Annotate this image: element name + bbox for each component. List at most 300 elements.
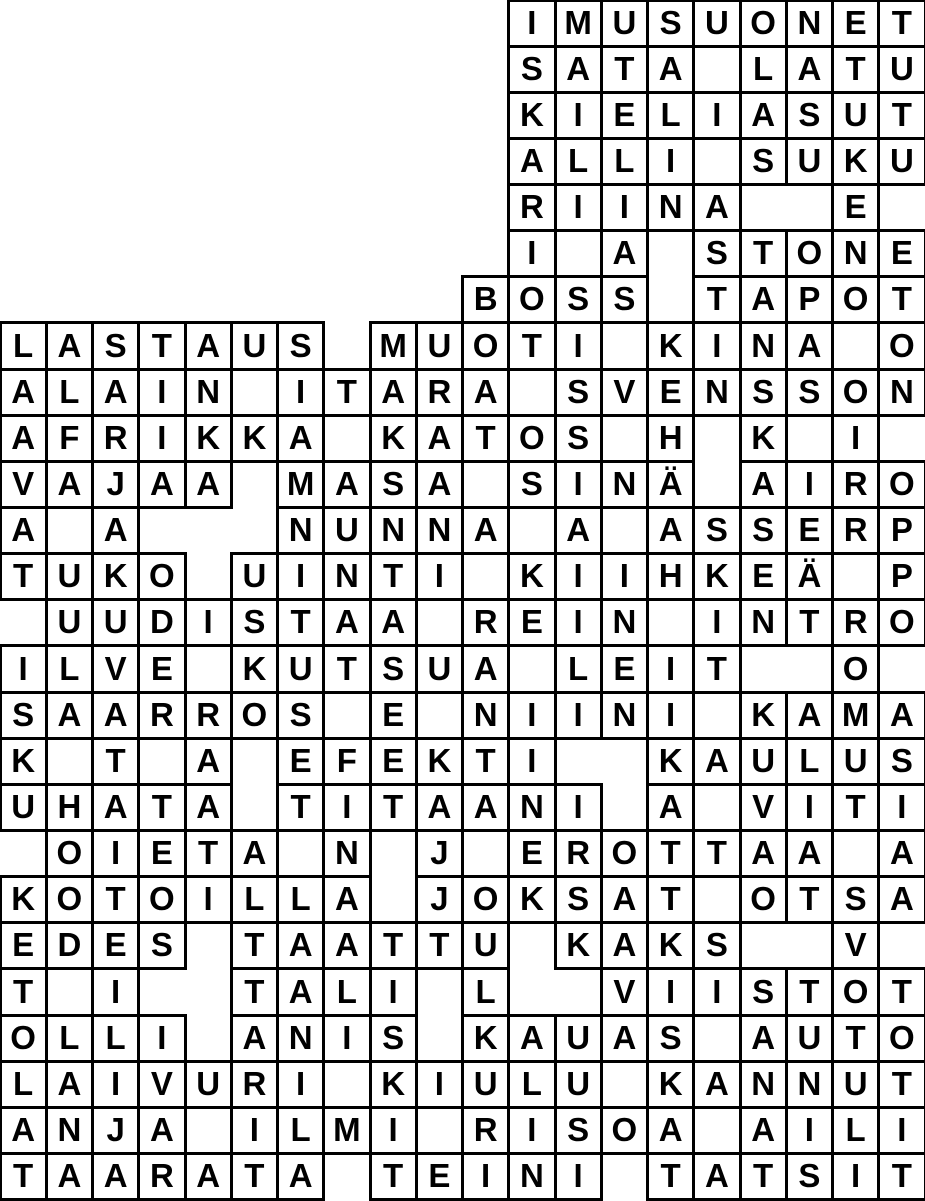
crossword-cell-letter[interactable] xyxy=(646,506,695,555)
crossword-cell-letter[interactable] xyxy=(369,737,418,786)
crossword-cell-letter[interactable] xyxy=(831,1152,880,1201)
crossword-cell-letter[interactable] xyxy=(877,137,925,186)
crossword-cell-letter[interactable] xyxy=(0,460,48,509)
crossword-cell-letter[interactable] xyxy=(91,967,140,1016)
crossword-cell-letter[interactable] xyxy=(322,829,371,878)
crossword-cell-letter[interactable] xyxy=(554,137,603,186)
crossword-cell-letter[interactable] xyxy=(600,691,649,740)
crossword-cell-letter[interactable] xyxy=(554,368,603,417)
crossword-cell-letter[interactable] xyxy=(877,552,925,601)
crossword-cell-letter[interactable] xyxy=(831,0,880,48)
crossword-cell-letter[interactable] xyxy=(646,552,695,601)
crossword-cell-letter[interactable] xyxy=(230,875,279,924)
crossword-cell-letter[interactable] xyxy=(91,875,140,924)
crossword-cell-letter[interactable] xyxy=(276,783,325,832)
crossword-cell-letter[interactable] xyxy=(831,921,880,970)
crossword-cell-letter[interactable] xyxy=(91,1152,140,1201)
crossword-cell-letter[interactable] xyxy=(184,1060,233,1109)
crossword-cell-letter[interactable] xyxy=(600,0,649,48)
crossword-cell-letter[interactable] xyxy=(91,460,140,509)
crossword-cell-letter[interactable] xyxy=(137,552,186,601)
crossword-cell-letter[interactable] xyxy=(692,321,741,370)
crossword-cell-letter[interactable] xyxy=(785,137,834,186)
crossword-cell-letter[interactable] xyxy=(646,1152,695,1201)
crossword-cell-letter[interactable] xyxy=(554,460,603,509)
crossword-cell-letter[interactable] xyxy=(739,1106,788,1155)
crossword-cell-letter[interactable] xyxy=(507,552,556,601)
crossword-cell-letter[interactable] xyxy=(739,91,788,140)
crossword-cell-letter[interactable] xyxy=(831,506,880,555)
crossword-cell-letter[interactable] xyxy=(507,737,556,786)
crossword-cell-letter[interactable] xyxy=(184,737,233,786)
crossword-cell-letter[interactable] xyxy=(45,1106,94,1155)
crossword-cell-letter[interactable] xyxy=(554,1152,603,1201)
crossword-cell-letter[interactable] xyxy=(831,460,880,509)
crossword-cell-letter[interactable] xyxy=(692,1060,741,1109)
crossword-cell-letter[interactable] xyxy=(600,91,649,140)
crossword-cell-letter[interactable] xyxy=(739,552,788,601)
crossword-cell-letter[interactable] xyxy=(415,1060,464,1109)
crossword-cell-letter[interactable] xyxy=(276,506,325,555)
crossword-cell-letter[interactable] xyxy=(230,598,279,647)
crossword-cell-letter[interactable] xyxy=(415,1152,464,1201)
crossword-cell-letter[interactable] xyxy=(91,783,140,832)
crossword-cell-letter[interactable] xyxy=(692,967,741,1016)
crossword-cell-letter[interactable] xyxy=(877,229,925,278)
crossword-cell-letter[interactable] xyxy=(91,691,140,740)
crossword-cell-letter[interactable] xyxy=(184,1152,233,1201)
crossword-cell-letter[interactable] xyxy=(322,1014,371,1063)
crossword-cell-letter[interactable] xyxy=(739,737,788,786)
crossword-cell-letter[interactable] xyxy=(600,598,649,647)
crossword-cell-letter[interactable] xyxy=(369,506,418,555)
crossword-cell-letter[interactable] xyxy=(45,414,94,463)
crossword-cell-letter[interactable] xyxy=(739,460,788,509)
crossword-cell-letter[interactable] xyxy=(646,321,695,370)
crossword-cell-letter[interactable] xyxy=(415,506,464,555)
crossword-cell-letter[interactable] xyxy=(45,460,94,509)
crossword-cell-letter[interactable] xyxy=(877,829,925,878)
crossword-cell-letter[interactable] xyxy=(785,368,834,417)
crossword-cell-letter[interactable] xyxy=(507,183,556,232)
crossword-cell-letter[interactable] xyxy=(646,414,695,463)
crossword-cell-letter[interactable] xyxy=(415,460,464,509)
crossword-cell-letter[interactable] xyxy=(600,1014,649,1063)
crossword-cell-letter[interactable] xyxy=(184,460,233,509)
crossword-cell-letter[interactable] xyxy=(322,506,371,555)
crossword-cell-letter[interactable] xyxy=(877,45,925,94)
crossword-cell-letter[interactable] xyxy=(877,1152,925,1201)
crossword-cell-letter[interactable] xyxy=(785,506,834,555)
crossword-cell-letter[interactable] xyxy=(137,875,186,924)
crossword-cell-letter[interactable] xyxy=(45,368,94,417)
crossword-cell-letter[interactable] xyxy=(184,875,233,924)
crossword-cell-letter[interactable] xyxy=(739,506,788,555)
crossword-cell-letter[interactable] xyxy=(369,967,418,1016)
crossword-cell-letter[interactable] xyxy=(461,921,510,970)
crossword-cell-letter[interactable] xyxy=(322,921,371,970)
crossword-cell-letter[interactable] xyxy=(91,1106,140,1155)
crossword-cell-letter[interactable] xyxy=(507,1014,556,1063)
crossword-cell-letter[interactable] xyxy=(137,460,186,509)
crossword-cell-letter[interactable] xyxy=(554,0,603,48)
crossword-cell-letter[interactable] xyxy=(785,875,834,924)
crossword-cell-letter[interactable] xyxy=(831,229,880,278)
crossword-cell-letter[interactable] xyxy=(461,598,510,647)
crossword-cell-letter[interactable] xyxy=(785,783,834,832)
crossword-cell-letter[interactable] xyxy=(276,967,325,1016)
crossword-cell-letter[interactable] xyxy=(646,0,695,48)
crossword-cell-letter[interactable] xyxy=(276,1106,325,1155)
crossword-cell-letter[interactable] xyxy=(137,1060,186,1109)
crossword-cell-letter[interactable] xyxy=(554,321,603,370)
crossword-cell-letter[interactable] xyxy=(831,137,880,186)
crossword-cell-letter[interactable] xyxy=(831,967,880,1016)
crossword-cell-letter[interactable] xyxy=(45,1152,94,1201)
crossword-cell-letter[interactable] xyxy=(276,368,325,417)
crossword-cell-letter[interactable] xyxy=(785,967,834,1016)
crossword-cell-letter[interactable] xyxy=(45,783,94,832)
crossword-cell-letter[interactable] xyxy=(507,1060,556,1109)
crossword-cell-letter[interactable] xyxy=(785,0,834,48)
crossword-cell-letter[interactable] xyxy=(461,1106,510,1155)
crossword-cell-letter[interactable] xyxy=(692,921,741,970)
crossword-cell-letter[interactable] xyxy=(507,321,556,370)
crossword-cell-letter[interactable] xyxy=(877,1106,925,1155)
crossword-cell-letter[interactable] xyxy=(646,921,695,970)
crossword-cell-letter[interactable] xyxy=(276,921,325,970)
crossword-cell-letter[interactable] xyxy=(0,368,48,417)
crossword-cell-letter[interactable] xyxy=(230,967,279,1016)
crossword-cell-letter[interactable] xyxy=(877,321,925,370)
crossword-cell-letter[interactable] xyxy=(507,691,556,740)
crossword-cell-letter[interactable] xyxy=(600,368,649,417)
crossword-cell-letter[interactable] xyxy=(507,783,556,832)
crossword-cell-letter[interactable] xyxy=(692,737,741,786)
crossword-cell-letter[interactable] xyxy=(461,414,510,463)
crossword-cell-letter[interactable] xyxy=(461,368,510,417)
crossword-cell-letter[interactable] xyxy=(507,598,556,647)
crossword-cell-letter[interactable] xyxy=(877,1060,925,1109)
crossword-cell-letter[interactable] xyxy=(554,875,603,924)
crossword-cell-letter[interactable] xyxy=(415,321,464,370)
crossword-cell-letter[interactable] xyxy=(554,598,603,647)
crossword-cell-letter[interactable] xyxy=(230,644,279,693)
crossword-cell-letter[interactable] xyxy=(739,1152,788,1201)
crossword-cell-letter[interactable] xyxy=(785,737,834,786)
crossword-cell-letter[interactable] xyxy=(600,921,649,970)
crossword-cell-letter[interactable] xyxy=(831,598,880,647)
crossword-cell-letter[interactable] xyxy=(461,1060,510,1109)
crossword-cell-letter[interactable] xyxy=(646,691,695,740)
crossword-cell-letter[interactable] xyxy=(785,1060,834,1109)
crossword-cell-letter[interactable] xyxy=(646,967,695,1016)
crossword-cell-letter[interactable] xyxy=(600,829,649,878)
crossword-cell-letter[interactable] xyxy=(739,1060,788,1109)
crossword-cell-letter[interactable] xyxy=(600,45,649,94)
crossword-cell-letter[interactable] xyxy=(137,321,186,370)
crossword-cell-letter[interactable] xyxy=(877,598,925,647)
crossword-cell-letter[interactable] xyxy=(600,552,649,601)
crossword-cell-letter[interactable] xyxy=(877,875,925,924)
crossword-cell-letter[interactable] xyxy=(276,321,325,370)
crossword-cell-letter[interactable] xyxy=(45,552,94,601)
crossword-cell-letter[interactable] xyxy=(415,783,464,832)
crossword-cell-letter[interactable] xyxy=(45,1014,94,1063)
crossword-cell-letter[interactable] xyxy=(646,783,695,832)
crossword-cell-letter[interactable] xyxy=(369,460,418,509)
crossword-cell-letter[interactable] xyxy=(91,737,140,786)
crossword-cell-letter[interactable] xyxy=(322,737,371,786)
crossword-cell-letter[interactable] xyxy=(692,1152,741,1201)
crossword-cell-letter[interactable] xyxy=(230,921,279,970)
crossword-cell-letter[interactable] xyxy=(0,1060,48,1109)
crossword-cell-letter[interactable] xyxy=(230,691,279,740)
crossword-cell-letter[interactable] xyxy=(276,460,325,509)
crossword-cell-letter[interactable] xyxy=(831,783,880,832)
crossword-cell-letter[interactable] xyxy=(554,183,603,232)
crossword-cell-letter[interactable] xyxy=(554,829,603,878)
crossword-cell-letter[interactable] xyxy=(415,921,464,970)
crossword-cell-letter[interactable] xyxy=(785,1152,834,1201)
crossword-cell-letter[interactable] xyxy=(877,0,925,48)
crossword-cell-letter[interactable] xyxy=(646,91,695,140)
crossword-cell-letter[interactable] xyxy=(507,91,556,140)
crossword-cell-letter[interactable] xyxy=(507,229,556,278)
crossword-cell-letter[interactable] xyxy=(322,644,371,693)
crossword-cell-letter[interactable] xyxy=(785,1106,834,1155)
crossword-cell-letter[interactable] xyxy=(461,875,510,924)
crossword-cell-letter[interactable] xyxy=(91,1060,140,1109)
crossword-cell-letter[interactable] xyxy=(739,829,788,878)
crossword-cell-letter[interactable] xyxy=(831,691,880,740)
crossword-cell-letter[interactable] xyxy=(322,967,371,1016)
crossword-cell-letter[interactable] xyxy=(137,1152,186,1201)
crossword-cell-letter[interactable] xyxy=(276,737,325,786)
crossword-cell-letter[interactable] xyxy=(554,45,603,94)
crossword-cell-letter[interactable] xyxy=(91,414,140,463)
crossword-cell-letter[interactable] xyxy=(137,829,186,878)
crossword-cell-letter[interactable] xyxy=(692,644,741,693)
crossword-cell-letter[interactable] xyxy=(184,783,233,832)
crossword-cell-letter[interactable] xyxy=(785,91,834,140)
crossword-cell-letter[interactable] xyxy=(646,1014,695,1063)
crossword-cell-letter[interactable] xyxy=(322,783,371,832)
crossword-cell-letter[interactable] xyxy=(646,137,695,186)
crossword-cell-letter[interactable] xyxy=(369,1106,418,1155)
crossword-cell-letter[interactable] xyxy=(276,1152,325,1201)
crossword-cell-letter[interactable] xyxy=(507,1152,556,1201)
crossword-cell-letter[interactable] xyxy=(507,45,556,94)
crossword-cell-letter[interactable] xyxy=(600,644,649,693)
crossword-cell-letter[interactable] xyxy=(739,321,788,370)
crossword-cell-letter[interactable] xyxy=(415,644,464,693)
crossword-cell-letter[interactable] xyxy=(137,783,186,832)
crossword-cell-letter[interactable] xyxy=(369,1152,418,1201)
crossword-cell-letter[interactable] xyxy=(785,275,834,324)
crossword-cell-letter[interactable] xyxy=(137,1106,186,1155)
crossword-cell-letter[interactable] xyxy=(554,783,603,832)
crossword-cell-letter[interactable] xyxy=(369,644,418,693)
crossword-cell-letter[interactable] xyxy=(0,783,48,832)
crossword-cell-letter[interactable] xyxy=(91,598,140,647)
crossword-cell-letter[interactable] xyxy=(230,1060,279,1109)
crossword-cell-letter[interactable] xyxy=(0,1014,48,1063)
crossword-cell-letter[interactable] xyxy=(91,552,140,601)
crossword-cell-letter[interactable] xyxy=(831,1060,880,1109)
crossword-cell-letter[interactable] xyxy=(739,0,788,48)
crossword-cell-letter[interactable] xyxy=(831,414,880,463)
crossword-cell-letter[interactable] xyxy=(739,414,788,463)
crossword-cell-letter[interactable] xyxy=(45,644,94,693)
crossword-cell-letter[interactable] xyxy=(692,506,741,555)
crossword-cell-letter[interactable] xyxy=(831,275,880,324)
crossword-cell-letter[interactable] xyxy=(554,552,603,601)
crossword-cell-letter[interactable] xyxy=(91,506,140,555)
crossword-cell-letter[interactable] xyxy=(137,368,186,417)
crossword-cell-letter[interactable] xyxy=(91,644,140,693)
crossword-cell-letter[interactable] xyxy=(877,91,925,140)
crossword-cell-letter[interactable] xyxy=(785,460,834,509)
crossword-cell-letter[interactable] xyxy=(692,229,741,278)
crossword-cell-letter[interactable] xyxy=(877,691,925,740)
crossword-cell-letter[interactable] xyxy=(554,91,603,140)
crossword-cell-letter[interactable] xyxy=(600,1106,649,1155)
crossword-cell-letter[interactable] xyxy=(739,1014,788,1063)
crossword-cell-letter[interactable] xyxy=(276,552,325,601)
crossword-cell-letter[interactable] xyxy=(230,1014,279,1063)
crossword-cell-letter[interactable] xyxy=(831,183,880,232)
crossword-cell-letter[interactable] xyxy=(507,275,556,324)
crossword-cell-letter[interactable] xyxy=(0,506,48,555)
crossword-cell-letter[interactable] xyxy=(692,275,741,324)
crossword-cell-letter[interactable] xyxy=(276,1060,325,1109)
crossword-cell-letter[interactable] xyxy=(739,967,788,1016)
crossword-cell-letter[interactable] xyxy=(0,414,48,463)
crossword-cell-letter[interactable] xyxy=(507,829,556,878)
crossword-cell-letter[interactable] xyxy=(831,644,880,693)
crossword-cell-letter[interactable] xyxy=(739,875,788,924)
crossword-cell-letter[interactable] xyxy=(369,552,418,601)
crossword-cell-letter[interactable] xyxy=(831,1106,880,1155)
crossword-cell-letter[interactable] xyxy=(184,321,233,370)
crossword-cell-letter[interactable] xyxy=(739,45,788,94)
crossword-cell-letter[interactable] xyxy=(600,229,649,278)
crossword-cell-letter[interactable] xyxy=(369,321,418,370)
crossword-cell-letter[interactable] xyxy=(877,506,925,555)
crossword-cell-letter[interactable] xyxy=(45,691,94,740)
crossword-cell-letter[interactable] xyxy=(91,921,140,970)
crossword-cell-letter[interactable] xyxy=(461,737,510,786)
crossword-cell-letter[interactable] xyxy=(137,414,186,463)
crossword-cell-letter[interactable] xyxy=(877,1014,925,1063)
crossword-cell-letter[interactable] xyxy=(461,967,510,1016)
crossword-cell-letter[interactable] xyxy=(461,275,510,324)
crossword-cell-letter[interactable] xyxy=(415,875,464,924)
crossword-cell-letter[interactable] xyxy=(230,414,279,463)
crossword-cell-letter[interactable] xyxy=(369,783,418,832)
crossword-cell-letter[interactable] xyxy=(785,321,834,370)
crossword-cell-letter[interactable] xyxy=(554,1060,603,1109)
crossword-cell-letter[interactable] xyxy=(276,1014,325,1063)
crossword-cell-letter[interactable] xyxy=(461,783,510,832)
crossword-cell-letter[interactable] xyxy=(0,321,48,370)
crossword-cell-letter[interactable] xyxy=(554,506,603,555)
crossword-cell-letter[interactable] xyxy=(877,275,925,324)
crossword-cell-letter[interactable] xyxy=(507,460,556,509)
crossword-cell-letter[interactable] xyxy=(831,875,880,924)
crossword-cell-letter[interactable] xyxy=(646,1060,695,1109)
crossword-cell-letter[interactable] xyxy=(507,1106,556,1155)
crossword-cell-letter[interactable] xyxy=(692,598,741,647)
crossword-cell-letter[interactable] xyxy=(554,921,603,970)
crossword-cell-letter[interactable] xyxy=(507,875,556,924)
crossword-cell-letter[interactable] xyxy=(831,91,880,140)
crossword-cell-letter[interactable] xyxy=(507,414,556,463)
crossword-cell-letter[interactable] xyxy=(91,829,140,878)
crossword-cell-letter[interactable] xyxy=(739,691,788,740)
crossword-cell-letter[interactable] xyxy=(554,1014,603,1063)
crossword-cell-letter[interactable] xyxy=(785,552,834,601)
crossword-cell-letter[interactable] xyxy=(646,45,695,94)
crossword-cell-letter[interactable] xyxy=(184,691,233,740)
crossword-cell-letter[interactable] xyxy=(554,275,603,324)
crossword-cell-letter[interactable] xyxy=(276,414,325,463)
crossword-cell-letter[interactable] xyxy=(554,1106,603,1155)
crossword-cell-letter[interactable] xyxy=(137,691,186,740)
crossword-cell-letter[interactable] xyxy=(184,414,233,463)
crossword-cell-letter[interactable] xyxy=(877,368,925,417)
crossword-cell-letter[interactable] xyxy=(45,1060,94,1109)
crossword-cell-letter[interactable] xyxy=(646,644,695,693)
crossword-cell-letter[interactable] xyxy=(45,321,94,370)
crossword-cell-letter[interactable] xyxy=(91,1014,140,1063)
crossword-cell-letter[interactable] xyxy=(369,368,418,417)
crossword-cell-letter[interactable] xyxy=(831,737,880,786)
crossword-cell-letter[interactable] xyxy=(322,552,371,601)
crossword-cell-letter[interactable] xyxy=(785,829,834,878)
crossword-cell-letter[interactable] xyxy=(692,368,741,417)
crossword-cell-letter[interactable] xyxy=(554,691,603,740)
crossword-cell-letter[interactable] xyxy=(646,829,695,878)
crossword-cell-letter[interactable] xyxy=(184,829,233,878)
crossword-cell-letter[interactable] xyxy=(137,644,186,693)
crossword-cell-letter[interactable] xyxy=(646,1106,695,1155)
crossword-cell-letter[interactable] xyxy=(785,229,834,278)
crossword-cell-letter[interactable] xyxy=(554,414,603,463)
crossword-cell-letter[interactable] xyxy=(276,875,325,924)
crossword-cell-letter[interactable] xyxy=(230,552,279,601)
crossword-cell-letter[interactable] xyxy=(461,1014,510,1063)
crossword-cell-letter[interactable] xyxy=(276,598,325,647)
crossword-cell-letter[interactable] xyxy=(692,0,741,48)
crossword-cell-letter[interactable] xyxy=(461,644,510,693)
crossword-cell-letter[interactable] xyxy=(276,644,325,693)
crossword-cell-letter[interactable] xyxy=(831,368,880,417)
crossword-cell-letter[interactable] xyxy=(646,183,695,232)
crossword-cell-letter[interactable] xyxy=(230,829,279,878)
crossword-cell-letter[interactable] xyxy=(739,783,788,832)
crossword-cell-letter[interactable] xyxy=(0,1152,48,1201)
crossword-cell-letter[interactable] xyxy=(91,368,140,417)
crossword-cell-letter[interactable] xyxy=(0,691,48,740)
crossword-cell-letter[interactable] xyxy=(0,921,48,970)
crossword-cell-letter[interactable] xyxy=(692,183,741,232)
crossword-cell-letter[interactable] xyxy=(554,644,603,693)
crossword-cell-letter[interactable] xyxy=(322,1106,371,1155)
crossword-cell-letter[interactable] xyxy=(461,1152,510,1201)
crossword-cell-letter[interactable] xyxy=(646,368,695,417)
